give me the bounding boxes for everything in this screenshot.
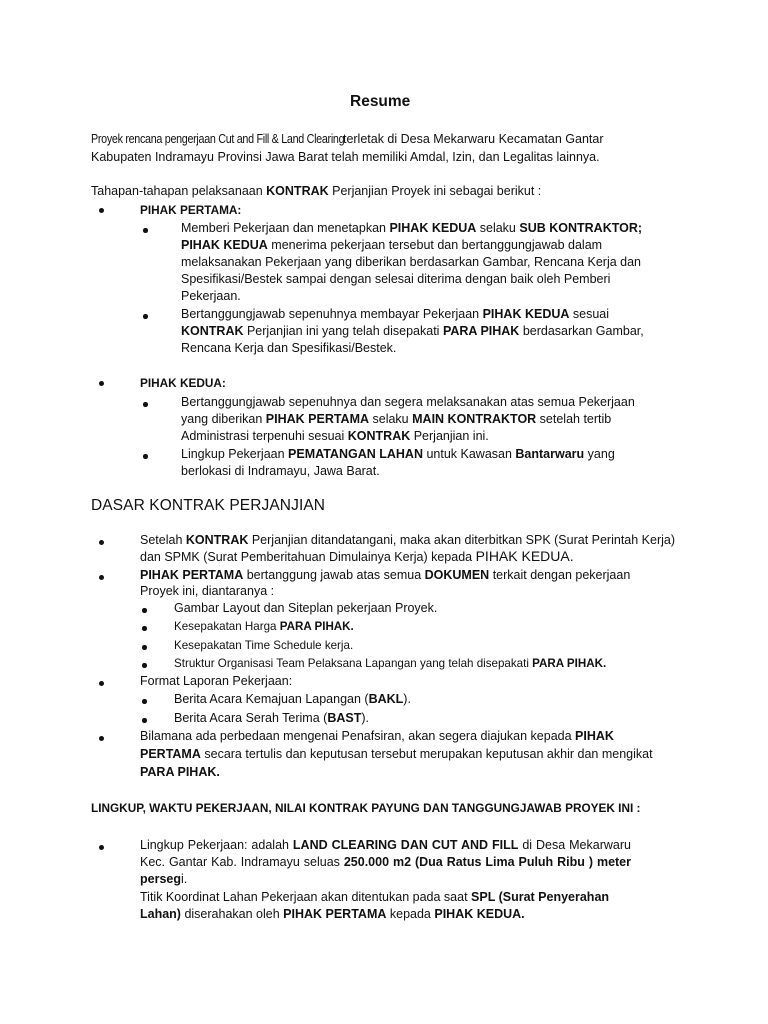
pk-item1-line3: Administrasi terpenuhi sesuai KONTRAK Perjanjian ini.	[181, 429, 489, 443]
dasar-b4-line3: PARA PIHAK.	[140, 765, 220, 779]
bullet-icon	[142, 663, 147, 668]
bullet-icon	[99, 208, 104, 213]
bullet-icon	[143, 454, 148, 459]
pp-item2-line2: KONTRAK Perjanjian ini yang telah disepakati PARA PIHAK berdasarkan Gambar,	[181, 324, 644, 338]
bullet-icon	[143, 314, 148, 319]
lingkup-line5: Lahan) diserahakan oleh PIHAK PERTAMA kepada PIHAK KEDUA.	[140, 907, 525, 921]
pp-item1-line4: Spesifikasi/Bestek sampai dengan selesai diterima dengan baik oleh Pemberi	[181, 272, 611, 286]
pk-item2-line1: Lingkup Pekerjaan PEMATANGAN LAHAN untuk Kawasan Bantarwaru yang	[181, 447, 615, 461]
page-title: Resume	[350, 93, 411, 110]
section-heading-lingkup: LINGKUP, WAKTU PEKERJAAN, NILAI KONTRAK PAYUNG DAN TANGGUNGJAWAB PROYEK INI :	[91, 801, 641, 815]
bullet-icon	[142, 626, 147, 631]
pp-item1-line1: Memberi Pekerjaan dan menetapkan PIHAK KEDUA selaku SUB KONTRAKTOR;	[181, 221, 643, 235]
bullet-icon	[142, 718, 147, 723]
pp-item2-line3: Rencana Kerja dan Spesifikasi/Bestek.	[181, 341, 397, 355]
intro-line-1: Proyek rencana pengerjaan Cut and Fill & Land Clearing terletak di Desa Mekarwaru Kecamatan Gantar	[91, 132, 604, 146]
pk-item2-line2: berlokasi di Indramayu, Jawa Barat.	[181, 464, 380, 478]
bullet-icon	[99, 736, 104, 741]
lingkup-line1: Lingkup Pekerjaan: adalah LAND CLEARING DAN CUT AND FILL di Desa Mekarwaru	[140, 838, 631, 852]
bullet-icon	[99, 381, 104, 386]
dasar-b1-line2: dan SPMK (Surat Pemberitahuan Dimulainya Kerja) kepada PIHAK KEDUA.	[140, 548, 574, 564]
pp-item2-line1: Bertanggungjawab sepenuhnya membayar Pekerjaan PIHAK KEDUA sesuai	[181, 307, 610, 321]
pk-item1-line1: Bertanggungjawab sepenuhnya dan segera melaksanakan atas semua Pekerjaan	[181, 395, 635, 409]
pihak-kedua-heading: PIHAK KEDUA:	[140, 376, 226, 390]
bullet-icon	[143, 228, 148, 233]
bullet-icon	[142, 608, 147, 613]
dasar-b3-sub1: Berita Acara Kemajuan Lapangan (BAKL).	[174, 692, 411, 706]
bullet-icon	[99, 540, 104, 545]
bullet-icon	[142, 699, 147, 704]
dasar-b2-sub2: Kesepakatan Harga PARA PIHAK.	[174, 620, 354, 633]
lingkup-line2: Kec. Gantar Kab. Indramayu seluas 250.000 m2 (Dua Ratus Lima Puluh Ribu ) meter	[140, 855, 631, 869]
dasar-b2-line1: PIHAK PERTAMA bertanggung jawab atas semua DOKUMEN terkait dengan pekerjaan	[140, 568, 631, 582]
bullet-icon	[99, 575, 104, 580]
dasar-b3-line1: Format Laporan Pekerjaan:	[140, 674, 293, 688]
dasar-b4-line2: PERTAMA secara tertulis dan keputusan tersebut merupakan keputusan akhir dan mengikat	[140, 747, 653, 761]
bullet-icon	[143, 402, 148, 407]
pihak-pertama-heading: PIHAK PERTAMA:	[140, 203, 242, 217]
dasar-b2-sub1: Gambar Layout dan Siteplan pekerjaan Proyek.	[174, 601, 438, 615]
pk-item1-line2: yang diberikan PIHAK PERTAMA selaku MAIN KONTRAKTOR setelah tertib	[181, 412, 612, 426]
pp-item1-line5: Pekerjaan.	[181, 289, 241, 303]
intro-line-2: Kabupaten Indramayu Provinsi Jawa Barat telah memiliki Amdal, Izin, dan Legalitas lainnya.	[91, 150, 600, 164]
bullet-icon	[99, 681, 104, 686]
section-heading-dasar: DASAR KONTRAK PERJANJIAN	[91, 497, 326, 514]
bullet-icon	[99, 845, 104, 850]
dasar-b2-line2: Proyek ini, diantaranya :	[140, 584, 275, 598]
dasar-b2-sub4: Struktur Organisasi Team Pelaksana Lapangan yang telah disepakati PARA PIHAK.	[174, 657, 607, 670]
dasar-b1-line1: Setelah KONTRAK Perjanjian ditandatangani, maka akan diterbitkan SPK (Surat Perintah Kerja)	[140, 533, 676, 547]
lingkup-line4: Titik Koordinat Lahan Pekerjaan akan ditentukan pada saat SPL (Surat Penyerahan	[140, 890, 610, 904]
lingkup-line3: persegi.	[140, 872, 188, 886]
dasar-b2-sub3: Kesepakatan Time Schedule kerja.	[174, 639, 354, 652]
tahapan-line: Tahapan-tahapan pelaksanaan KONTRAK Perjanjian Proyek ini sebagai berikut :	[91, 184, 542, 198]
dasar-b3-sub2: Berita Acara Serah Terima (BAST).	[174, 711, 369, 725]
bullet-icon	[142, 645, 147, 650]
pp-item1-line3: melaksanakan Pekerjaan yang diberikan berdasarkan Gambar, Rencana Kerja dan	[181, 255, 642, 269]
pp-item1-line2: PIHAK KEDUA menerima pekerjaan tersebut dan bertanggungjawab dalam	[181, 238, 603, 252]
dasar-b4-line1: Bilamana ada perbedaan mengenai Penafsiran, akan segera diajukan kepada PIHAK	[140, 729, 614, 743]
